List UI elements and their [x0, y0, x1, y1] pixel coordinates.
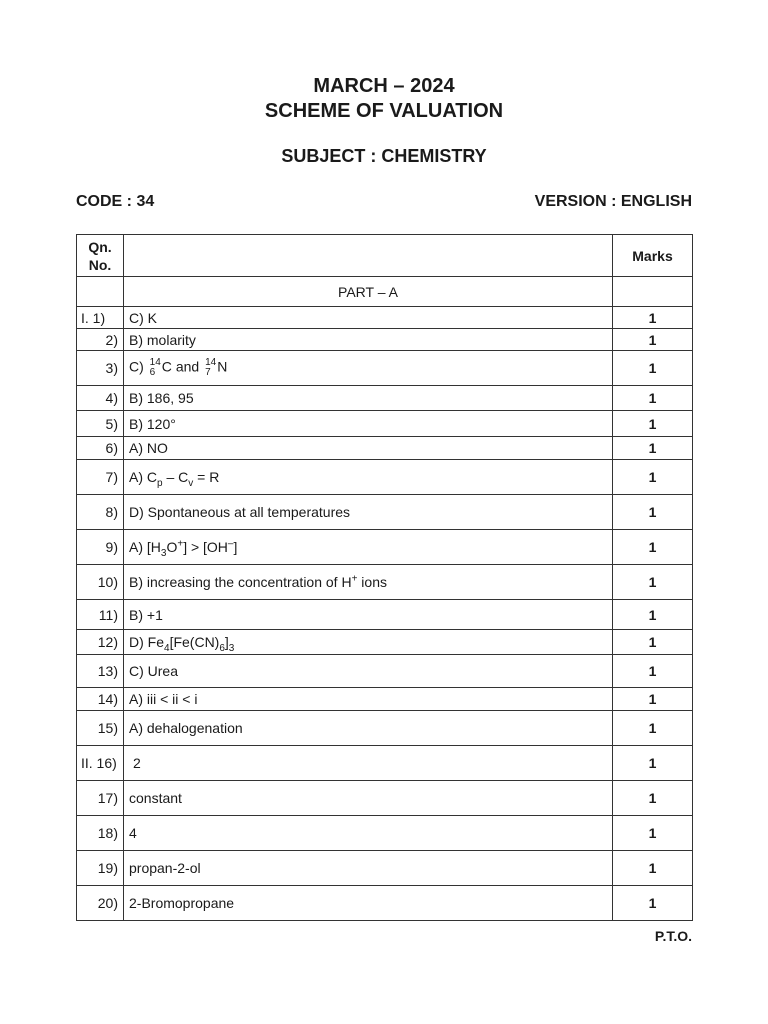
marks-value: 1 — [613, 307, 693, 329]
version-label: VERSION : ENGLISH — [534, 193, 692, 210]
answer-part: A) C — [129, 469, 157, 485]
answer-prefix: C) — [129, 358, 144, 375]
table-header-row — [77, 235, 693, 277]
subject-code: CODE : 34 — [76, 193, 155, 210]
table-row — [77, 688, 693, 711]
marks-value: 1 — [613, 460, 693, 495]
table-row — [77, 386, 693, 411]
subscript: 3 — [160, 547, 167, 559]
marks-value: 1 — [613, 329, 693, 351]
question-number: 14) — [77, 688, 124, 711]
superscript: + — [351, 573, 358, 585]
table-row — [77, 411, 693, 437]
isotope-notation — [150, 358, 161, 378]
question-number: 20) — [77, 886, 124, 921]
table-row — [77, 851, 693, 886]
atomic-number: 7 — [205, 367, 211, 378]
isotope-notation — [205, 358, 216, 378]
qn-no-header — [77, 235, 124, 277]
question-number: 4) — [77, 386, 124, 411]
question-number: 5) — [77, 411, 124, 437]
mass-number: 14 — [205, 357, 217, 368]
table-row — [77, 886, 693, 921]
question-number: 12) — [77, 630, 124, 655]
superscript: – — [227, 538, 234, 550]
marks-value: 1 — [613, 711, 693, 746]
marks-value: 1 — [613, 630, 693, 655]
answer-text — [124, 530, 613, 565]
element-symbol: N — [217, 358, 228, 375]
answer-part: [Fe(CN) — [169, 634, 220, 650]
marks-value: 1 — [613, 565, 693, 600]
answer-text: A) dehalogenation — [124, 711, 613, 746]
answer-header — [124, 235, 613, 277]
table-row — [77, 460, 693, 495]
marks-value: 1 — [613, 688, 693, 711]
subject-title: SUBJECT : CHEMISTRY — [281, 146, 487, 166]
marks-value: 1 — [613, 655, 693, 688]
qn-header-line2: No. — [88, 256, 112, 273]
subscript: 4 — [164, 642, 170, 654]
question-number: 19) — [77, 851, 124, 886]
question-number: 17) — [77, 781, 124, 816]
part-a-row — [77, 277, 693, 307]
part-a-qn-cell — [77, 277, 124, 307]
table-row — [77, 530, 693, 565]
mass-number: 14 — [149, 357, 161, 368]
answer-part: = R — [193, 469, 220, 485]
subscript: 3 — [228, 642, 235, 654]
question-number: 18) — [77, 816, 124, 851]
marks-value: 1 — [613, 886, 693, 921]
marks-value: 1 — [613, 816, 693, 851]
table-row — [77, 746, 693, 781]
marks-value: 1 — [613, 495, 693, 530]
question-number: 3) — [77, 351, 124, 386]
question-number: I. 1) — [77, 307, 124, 329]
please-turn-over-note: P.T.O. — [654, 928, 692, 944]
superscript: + — [177, 538, 184, 550]
marks-value: 1 — [613, 351, 693, 386]
answer-text: 2-Bromopropane — [124, 886, 613, 921]
table-row — [77, 307, 693, 329]
answer-text: B) molarity — [124, 329, 613, 351]
atomic-number: 6 — [149, 367, 156, 378]
subscript: v — [188, 477, 194, 489]
part-a-marks-cell — [613, 277, 693, 307]
marks-value: 1 — [613, 851, 693, 886]
answer-text: B) 186, 95 — [124, 386, 613, 411]
answer-part: ] > [OH — [183, 539, 228, 555]
answer-text: C) Urea — [124, 655, 613, 688]
qn-header-line1: Qn. — [88, 238, 112, 255]
question-number: 11) — [77, 600, 124, 630]
scheme-title: SCHEME OF VALUATION — [264, 100, 504, 122]
exam-month-title: MARCH – 2024 — [313, 75, 455, 97]
table-row — [77, 711, 693, 746]
question-number: 8) — [77, 495, 124, 530]
answer-part: – C — [162, 469, 189, 485]
table-row — [77, 816, 693, 851]
marks-value: 1 — [613, 746, 693, 781]
marks-value: 1 — [613, 530, 693, 565]
answer-text — [124, 565, 613, 600]
marks-header: Marks — [613, 235, 693, 277]
table-row — [77, 655, 693, 688]
answer-text: A) iii < ii < i — [124, 688, 613, 711]
table-row — [77, 329, 693, 351]
marks-value: 1 — [613, 437, 693, 460]
question-number: 7) — [77, 460, 124, 495]
answer-text: C) K — [124, 307, 613, 329]
answer-text: 4 — [124, 816, 613, 851]
valuation-table — [76, 234, 693, 921]
table-row — [77, 565, 693, 600]
answer-part: O — [166, 539, 178, 555]
answer-part: B) increasing the concentration of H — [129, 574, 352, 590]
answer-text — [124, 630, 613, 655]
answer-text: B) +1 — [124, 600, 613, 630]
answer-text: propan-2-ol — [124, 851, 613, 886]
subscript: p — [157, 477, 163, 489]
answer-text — [124, 460, 613, 495]
question-number: 2) — [77, 329, 124, 351]
table-row — [77, 495, 693, 530]
element-symbol: C — [161, 358, 172, 375]
table-row — [77, 600, 693, 630]
table-row — [77, 437, 693, 460]
marks-value: 1 — [613, 781, 693, 816]
answer-text: B) 120° — [124, 411, 613, 437]
question-number: II. 16) — [77, 746, 124, 781]
marks-value: 1 — [613, 386, 693, 411]
answer-part: ] — [224, 634, 229, 650]
question-number: 10) — [77, 565, 124, 600]
answer-text: D) Spontaneous at all temperatures — [124, 495, 613, 530]
marks-value: 1 — [613, 600, 693, 630]
question-number: 13) — [77, 655, 124, 688]
answer-text: constant — [124, 781, 613, 816]
subscript: 6 — [219, 642, 225, 654]
answer-text: 2 — [124, 746, 613, 781]
question-number: 6) — [77, 437, 124, 460]
answer-part: ] — [233, 539, 238, 555]
table-row — [77, 781, 693, 816]
marks-value: 1 — [613, 411, 693, 437]
answer-part: ions — [357, 574, 387, 590]
answer-text: A) NO — [124, 437, 613, 460]
answer-part: D) Fe — [129, 634, 164, 650]
answer-part: A) [H — [129, 539, 161, 555]
table-row — [77, 351, 693, 386]
table-row — [77, 630, 693, 655]
part-a-label: PART – A — [124, 277, 613, 307]
conjunction: and — [175, 358, 200, 375]
answer-text — [124, 351, 613, 386]
question-number: 15) — [77, 711, 124, 746]
question-number: 9) — [77, 530, 124, 565]
